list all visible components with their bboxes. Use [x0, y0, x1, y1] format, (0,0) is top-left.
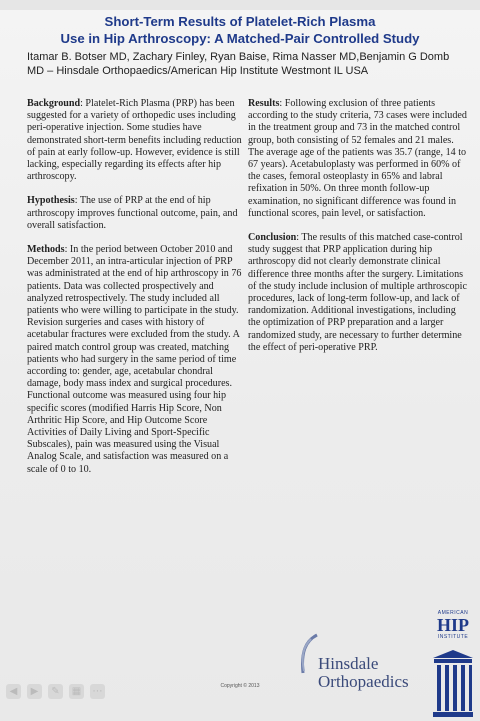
columns-building-icon — [431, 650, 475, 720]
hip-logo-bottom: INSTITUTE — [437, 634, 469, 640]
logo-line-1: Hinsdale — [318, 654, 379, 673]
conclusion-section — [248, 232, 470, 354]
authors-block — [27, 50, 467, 78]
slide-grid-icon[interactable]: ▦ — [69, 684, 84, 699]
authors-line-1: Itamar B. Botser MD, Zachary Finley, Ryan Baise, Rima Nasser MD,Benjamin G Domb — [27, 51, 450, 63]
back-arrow-icon[interactable]: ◀ — [6, 684, 21, 699]
slideshow-toolbar — [6, 684, 105, 699]
copyright-notice: Copyright © 2013 — [220, 683, 260, 689]
section-text: : The results of this matched case-control study suggest that PRP application during hip arthroscopy did not clearly demonstrate clinical difference three months after the surgery. Limitations of the study include inclusion of multiple arthroscopic procedures, lack of long-term follow-up, and lack of randomization. Additional investigations, including the optimization of PRP preparation and a larger randomized study, are necessary to further determine the effect of peri-operative PRP. — [248, 232, 467, 353]
american-hip-institute-logo — [432, 610, 474, 640]
hypothesis-section — [27, 195, 245, 232]
hip-logo-main: HIP — [436, 615, 469, 635]
results-section — [248, 98, 470, 220]
pen-icon[interactable]: ✎ — [48, 684, 63, 699]
poster-title — [0, 13, 480, 47]
hip-logo-top: AMERICAN — [437, 610, 469, 616]
title-line-1: Short-Term Results of Platelet-Rich Plasma — [104, 14, 376, 29]
section-text: : The use of PRP at the end of hip arthroscopy improves functional outcome, pain, and overall satisfaction. — [27, 195, 238, 231]
section-heading: Conclusion — [248, 232, 297, 244]
authors-line-2: MD – Hinsdale Orthopaedics/American Hip Institute Westmont IL USA — [27, 65, 369, 77]
section-text: : Following exclusion of three patients according to the study criteria, 73 cases were included in the treatment group and 73 in the matched control group, both consisting of 52 females and 21 males. The average age of the patients was 35.7 (range, 14 to 67 years). Acetabuloplasty was performed in 60% of the cases, femoral osteoplasty in 65% and labral refixation in 50%. On three month follow-up examination, no significant difference was found in functional scores, pain level, or satisfaction. — [248, 98, 467, 219]
section-text: : In the period between October 2010 and December 2011, an intra-articular injection of PRP was administrated at the end of hip arthroscopy in 76 patients. Data was collected prospectively and analyzed retrospectively. The study included all patients who were willing to participate in the study. Revision surgeries and cases with history of acetabular fractures were excluded from the study. A paired match control group was created, matching patients who had surgery in the same period of time according to: gender, age, acetabular chondral damage, body mass index and surgical procedures. Functional outcome was measured using four hip specific scores (modified Harris Hip Score, Non Arthritic Hip Score, and Hip Outcome Score Activities of Daily Living and Sport-Specific Subscales), pain was measured using the Visual Analog Scale, and satisfaction was measured on a scale of 0 to 10. — [27, 244, 242, 475]
viewer-top-bar — [0, 0, 480, 10]
forward-arrow-icon[interactable]: ▶ — [27, 684, 42, 699]
section-heading: Methods — [27, 244, 65, 256]
section-heading: Background — [27, 98, 81, 109]
hinsdale-orthopaedics-logo — [318, 655, 409, 691]
more-icon[interactable]: ⋯ — [90, 684, 105, 699]
section-heading: Hypothesis — [27, 195, 75, 207]
right-column — [248, 98, 470, 366]
left-column — [27, 98, 245, 488]
methods-section — [27, 244, 245, 476]
logo-line-2: Orthopaedics — [318, 672, 409, 691]
section-text: : Platelet-Rich Plasma (PRP) has been suggested for a variety of orthopedic uses including peri-operative injection. Some studies have demonstrated short-term benefits including reduction of pain at early follow-up. However, evidence is still lacking, especially regarding its effects after hip arthroscopy. — [27, 98, 242, 183]
background-section — [27, 98, 245, 183]
title-line-2: Use in Hip Arthroscopy: A Matched-Pair Controlled Study — [60, 31, 420, 46]
section-heading: Results — [248, 98, 280, 109]
